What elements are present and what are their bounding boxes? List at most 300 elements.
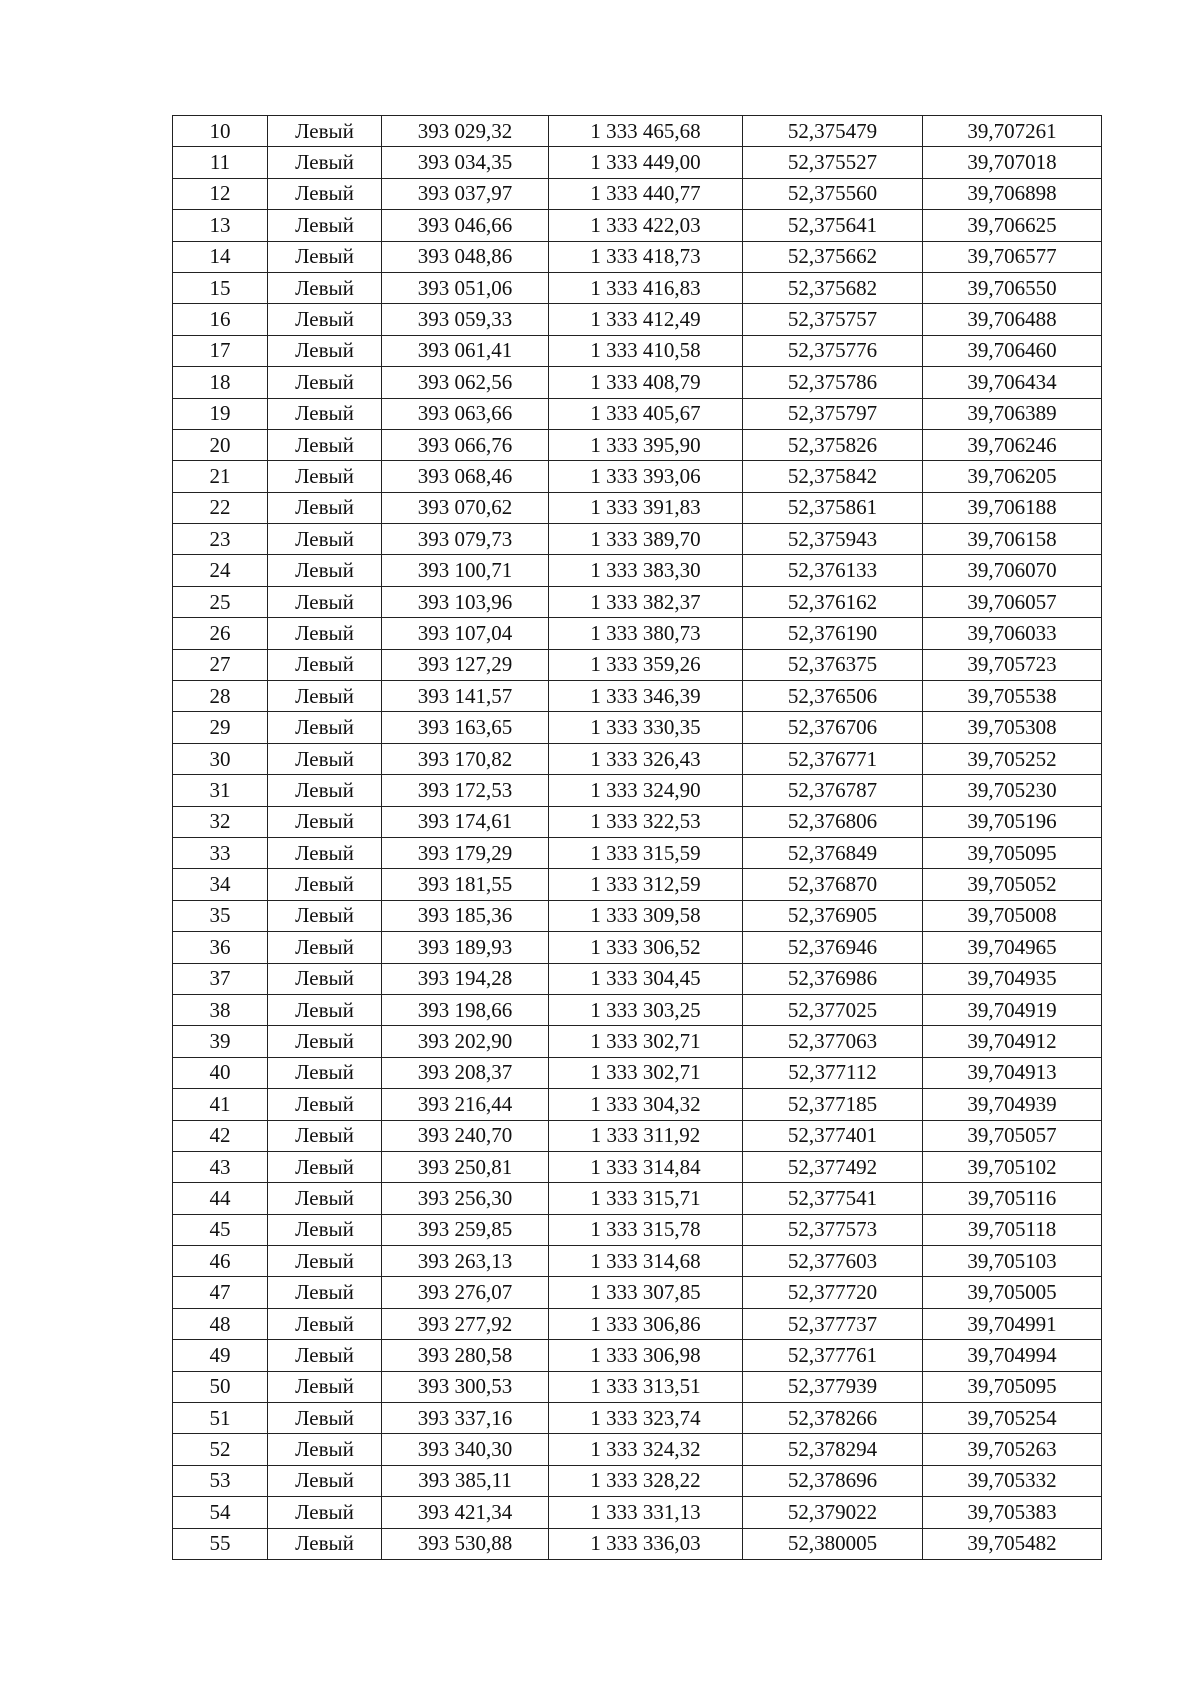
y-coordinate-cell: 1 333 359,26 xyxy=(549,649,743,680)
side-cell: Левый xyxy=(268,1183,382,1214)
side-cell: Левый xyxy=(268,994,382,1025)
longitude-cell: 39,705052 xyxy=(923,869,1102,900)
point-number-cell: 11 xyxy=(173,147,268,178)
x-coordinate-cell: 393 385,11 xyxy=(382,1465,549,1496)
point-number-cell: 40 xyxy=(173,1057,268,1088)
longitude-cell: 39,704994 xyxy=(923,1340,1102,1371)
side-cell: Левый xyxy=(268,461,382,492)
point-number-cell: 14 xyxy=(173,241,268,272)
latitude-cell: 52,376946 xyxy=(743,932,923,963)
point-number-cell: 53 xyxy=(173,1465,268,1496)
longitude-cell: 39,705254 xyxy=(923,1403,1102,1434)
x-coordinate-cell: 393 240,70 xyxy=(382,1120,549,1151)
coordinates-table-body xyxy=(173,116,1102,1560)
table-row xyxy=(173,1183,1102,1214)
longitude-cell: 39,706625 xyxy=(923,210,1102,241)
side-cell: Левый xyxy=(268,555,382,586)
side-cell: Левый xyxy=(268,524,382,555)
longitude-cell: 39,705196 xyxy=(923,806,1102,837)
longitude-cell: 39,704939 xyxy=(923,1089,1102,1120)
side-cell: Левый xyxy=(268,398,382,429)
point-number-cell: 16 xyxy=(173,304,268,335)
y-coordinate-cell: 1 333 410,58 xyxy=(549,335,743,366)
longitude-cell: 39,706188 xyxy=(923,492,1102,523)
x-coordinate-cell: 393 208,37 xyxy=(382,1057,549,1088)
y-coordinate-cell: 1 333 408,79 xyxy=(549,367,743,398)
side-cell: Левый xyxy=(268,367,382,398)
longitude-cell: 39,704935 xyxy=(923,963,1102,994)
x-coordinate-cell: 393 185,36 xyxy=(382,900,549,931)
x-coordinate-cell: 393 066,76 xyxy=(382,429,549,460)
longitude-cell: 39,704912 xyxy=(923,1026,1102,1057)
x-coordinate-cell: 393 202,90 xyxy=(382,1026,549,1057)
table-row xyxy=(173,1340,1102,1371)
y-coordinate-cell: 1 333 315,78 xyxy=(549,1214,743,1245)
side-cell: Левый xyxy=(268,1465,382,1496)
latitude-cell: 52,377939 xyxy=(743,1371,923,1402)
x-coordinate-cell: 393 181,55 xyxy=(382,869,549,900)
longitude-cell: 39,705118 xyxy=(923,1214,1102,1245)
point-number-cell: 28 xyxy=(173,681,268,712)
latitude-cell: 52,376787 xyxy=(743,775,923,806)
longitude-cell: 39,705005 xyxy=(923,1277,1102,1308)
y-coordinate-cell: 1 333 389,70 xyxy=(549,524,743,555)
table-row xyxy=(173,1277,1102,1308)
y-coordinate-cell: 1 333 336,03 xyxy=(549,1528,743,1559)
latitude-cell: 52,375662 xyxy=(743,241,923,272)
y-coordinate-cell: 1 333 393,06 xyxy=(549,461,743,492)
point-number-cell: 29 xyxy=(173,712,268,743)
x-coordinate-cell: 393 048,86 xyxy=(382,241,549,272)
y-coordinate-cell: 1 333 302,71 xyxy=(549,1026,743,1057)
table-row xyxy=(173,461,1102,492)
side-cell: Левый xyxy=(268,900,382,931)
x-coordinate-cell: 393 103,96 xyxy=(382,586,549,617)
point-number-cell: 25 xyxy=(173,586,268,617)
x-coordinate-cell: 393 034,35 xyxy=(382,147,549,178)
latitude-cell: 52,375757 xyxy=(743,304,923,335)
latitude-cell: 52,376162 xyxy=(743,586,923,617)
table-row xyxy=(173,1246,1102,1277)
x-coordinate-cell: 393 059,33 xyxy=(382,304,549,335)
side-cell: Левый xyxy=(268,837,382,868)
table-row xyxy=(173,429,1102,460)
longitude-cell: 39,706550 xyxy=(923,272,1102,303)
longitude-cell: 39,705116 xyxy=(923,1183,1102,1214)
longitude-cell: 39,705057 xyxy=(923,1120,1102,1151)
table-row xyxy=(173,681,1102,712)
longitude-cell: 39,705008 xyxy=(923,900,1102,931)
table-row xyxy=(173,837,1102,868)
longitude-cell: 39,707261 xyxy=(923,116,1102,147)
table-row xyxy=(173,555,1102,586)
latitude-cell: 52,378294 xyxy=(743,1434,923,1465)
x-coordinate-cell: 393 174,61 xyxy=(382,806,549,837)
latitude-cell: 52,375479 xyxy=(743,116,923,147)
latitude-cell: 52,376375 xyxy=(743,649,923,680)
latitude-cell: 52,375861 xyxy=(743,492,923,523)
table-row xyxy=(173,272,1102,303)
latitude-cell: 52,380005 xyxy=(743,1528,923,1559)
x-coordinate-cell: 393 127,29 xyxy=(382,649,549,680)
y-coordinate-cell: 1 333 306,86 xyxy=(549,1308,743,1339)
table-row xyxy=(173,178,1102,209)
x-coordinate-cell: 393 250,81 xyxy=(382,1151,549,1182)
table-row xyxy=(173,1465,1102,1496)
table-row xyxy=(173,398,1102,429)
y-coordinate-cell: 1 333 306,52 xyxy=(549,932,743,963)
y-coordinate-cell: 1 333 324,90 xyxy=(549,775,743,806)
side-cell: Левый xyxy=(268,1340,382,1371)
x-coordinate-cell: 393 194,28 xyxy=(382,963,549,994)
longitude-cell: 39,705383 xyxy=(923,1497,1102,1528)
point-number-cell: 13 xyxy=(173,210,268,241)
table-row xyxy=(173,649,1102,680)
side-cell: Левый xyxy=(268,1120,382,1151)
y-coordinate-cell: 1 333 330,35 xyxy=(549,712,743,743)
y-coordinate-cell: 1 333 307,85 xyxy=(549,1277,743,1308)
latitude-cell: 52,376706 xyxy=(743,712,923,743)
table-row xyxy=(173,932,1102,963)
side-cell: Левый xyxy=(268,586,382,617)
x-coordinate-cell: 393 107,04 xyxy=(382,618,549,649)
x-coordinate-cell: 393 421,34 xyxy=(382,1497,549,1528)
point-number-cell: 21 xyxy=(173,461,268,492)
y-coordinate-cell: 1 333 314,84 xyxy=(549,1151,743,1182)
point-number-cell: 32 xyxy=(173,806,268,837)
longitude-cell: 39,704919 xyxy=(923,994,1102,1025)
side-cell: Левый xyxy=(268,618,382,649)
x-coordinate-cell: 393 046,66 xyxy=(382,210,549,241)
table-row xyxy=(173,367,1102,398)
side-cell: Левый xyxy=(268,775,382,806)
table-row xyxy=(173,1214,1102,1245)
table-row xyxy=(173,147,1102,178)
latitude-cell: 52,375842 xyxy=(743,461,923,492)
point-number-cell: 34 xyxy=(173,869,268,900)
point-number-cell: 45 xyxy=(173,1214,268,1245)
y-coordinate-cell: 1 333 303,25 xyxy=(549,994,743,1025)
y-coordinate-cell: 1 333 440,77 xyxy=(549,178,743,209)
side-cell: Левый xyxy=(268,272,382,303)
latitude-cell: 52,377063 xyxy=(743,1026,923,1057)
latitude-cell: 52,376506 xyxy=(743,681,923,712)
x-coordinate-cell: 393 256,30 xyxy=(382,1183,549,1214)
table-row xyxy=(173,775,1102,806)
table-row xyxy=(173,116,1102,147)
x-coordinate-cell: 393 061,41 xyxy=(382,335,549,366)
side-cell: Левый xyxy=(268,147,382,178)
side-cell: Левый xyxy=(268,1308,382,1339)
latitude-cell: 52,377603 xyxy=(743,1246,923,1277)
x-coordinate-cell: 393 300,53 xyxy=(382,1371,549,1402)
point-number-cell: 39 xyxy=(173,1026,268,1057)
latitude-cell: 52,377401 xyxy=(743,1120,923,1151)
y-coordinate-cell: 1 333 465,68 xyxy=(549,116,743,147)
longitude-cell: 39,704913 xyxy=(923,1057,1102,1088)
latitude-cell: 52,378266 xyxy=(743,1403,923,1434)
latitude-cell: 52,375786 xyxy=(743,367,923,398)
side-cell: Левый xyxy=(268,1057,382,1088)
x-coordinate-cell: 393 029,32 xyxy=(382,116,549,147)
point-number-cell: 36 xyxy=(173,932,268,963)
longitude-cell: 39,706057 xyxy=(923,586,1102,617)
point-number-cell: 17 xyxy=(173,335,268,366)
y-coordinate-cell: 1 333 326,43 xyxy=(549,743,743,774)
table-row xyxy=(173,1089,1102,1120)
side-cell: Левый xyxy=(268,869,382,900)
side-cell: Левый xyxy=(268,932,382,963)
longitude-cell: 39,705332 xyxy=(923,1465,1102,1496)
table-row xyxy=(173,806,1102,837)
x-coordinate-cell: 393 340,30 xyxy=(382,1434,549,1465)
point-number-cell: 20 xyxy=(173,429,268,460)
x-coordinate-cell: 393 170,82 xyxy=(382,743,549,774)
x-coordinate-cell: 393 051,06 xyxy=(382,272,549,303)
latitude-cell: 52,376849 xyxy=(743,837,923,868)
point-number-cell: 19 xyxy=(173,398,268,429)
y-coordinate-cell: 1 333 314,68 xyxy=(549,1246,743,1277)
point-number-cell: 50 xyxy=(173,1371,268,1402)
y-coordinate-cell: 1 333 304,45 xyxy=(549,963,743,994)
side-cell: Левый xyxy=(268,1246,382,1277)
table-row xyxy=(173,963,1102,994)
point-number-cell: 54 xyxy=(173,1497,268,1528)
table-row xyxy=(173,210,1102,241)
side-cell: Левый xyxy=(268,1371,382,1402)
y-coordinate-cell: 1 333 416,83 xyxy=(549,272,743,303)
latitude-cell: 52,375560 xyxy=(743,178,923,209)
longitude-cell: 39,705308 xyxy=(923,712,1102,743)
point-number-cell: 35 xyxy=(173,900,268,931)
x-coordinate-cell: 393 100,71 xyxy=(382,555,549,586)
y-coordinate-cell: 1 333 412,49 xyxy=(549,304,743,335)
x-coordinate-cell: 393 263,13 xyxy=(382,1246,549,1277)
longitude-cell: 39,705095 xyxy=(923,1371,1102,1402)
y-coordinate-cell: 1 333 405,67 xyxy=(549,398,743,429)
y-coordinate-cell: 1 333 315,71 xyxy=(549,1183,743,1214)
x-coordinate-cell: 393 280,58 xyxy=(382,1340,549,1371)
x-coordinate-cell: 393 062,56 xyxy=(382,367,549,398)
point-number-cell: 15 xyxy=(173,272,268,303)
point-number-cell: 38 xyxy=(173,994,268,1025)
y-coordinate-cell: 1 333 418,73 xyxy=(549,241,743,272)
x-coordinate-cell: 393 337,16 xyxy=(382,1403,549,1434)
table-row xyxy=(173,524,1102,555)
x-coordinate-cell: 393 189,93 xyxy=(382,932,549,963)
table-row xyxy=(173,1434,1102,1465)
point-number-cell: 42 xyxy=(173,1120,268,1151)
latitude-cell: 52,377720 xyxy=(743,1277,923,1308)
longitude-cell: 39,705252 xyxy=(923,743,1102,774)
y-coordinate-cell: 1 333 311,92 xyxy=(549,1120,743,1151)
side-cell: Левый xyxy=(268,806,382,837)
x-coordinate-cell: 393 172,53 xyxy=(382,775,549,806)
table-row xyxy=(173,335,1102,366)
y-coordinate-cell: 1 333 422,03 xyxy=(549,210,743,241)
y-coordinate-cell: 1 333 309,58 xyxy=(549,900,743,931)
point-number-cell: 55 xyxy=(173,1528,268,1559)
table-row xyxy=(173,1371,1102,1402)
latitude-cell: 52,375797 xyxy=(743,398,923,429)
y-coordinate-cell: 1 333 313,51 xyxy=(549,1371,743,1402)
longitude-cell: 39,705230 xyxy=(923,775,1102,806)
side-cell: Левый xyxy=(268,116,382,147)
longitude-cell: 39,705482 xyxy=(923,1528,1102,1559)
latitude-cell: 52,376133 xyxy=(743,555,923,586)
point-number-cell: 48 xyxy=(173,1308,268,1339)
latitude-cell: 52,377573 xyxy=(743,1214,923,1245)
latitude-cell: 52,378696 xyxy=(743,1465,923,1496)
x-coordinate-cell: 393 037,97 xyxy=(382,178,549,209)
point-number-cell: 52 xyxy=(173,1434,268,1465)
side-cell: Левый xyxy=(268,241,382,272)
longitude-cell: 39,705723 xyxy=(923,649,1102,680)
point-number-cell: 30 xyxy=(173,743,268,774)
side-cell: Левый xyxy=(268,1089,382,1120)
point-number-cell: 24 xyxy=(173,555,268,586)
longitude-cell: 39,705102 xyxy=(923,1151,1102,1182)
point-number-cell: 43 xyxy=(173,1151,268,1182)
latitude-cell: 52,376870 xyxy=(743,869,923,900)
longitude-cell: 39,705263 xyxy=(923,1434,1102,1465)
side-cell: Левый xyxy=(268,1026,382,1057)
table-row xyxy=(173,1528,1102,1559)
table-row xyxy=(173,1120,1102,1151)
latitude-cell: 52,375776 xyxy=(743,335,923,366)
side-cell: Левый xyxy=(268,1434,382,1465)
point-number-cell: 41 xyxy=(173,1089,268,1120)
latitude-cell: 52,377492 xyxy=(743,1151,923,1182)
x-coordinate-cell: 393 277,92 xyxy=(382,1308,549,1339)
side-cell: Левый xyxy=(268,178,382,209)
table-row xyxy=(173,1497,1102,1528)
point-number-cell: 31 xyxy=(173,775,268,806)
table-row xyxy=(173,586,1102,617)
x-coordinate-cell: 393 259,85 xyxy=(382,1214,549,1245)
longitude-cell: 39,706577 xyxy=(923,241,1102,272)
x-coordinate-cell: 393 063,66 xyxy=(382,398,549,429)
table-row xyxy=(173,618,1102,649)
latitude-cell: 52,377185 xyxy=(743,1089,923,1120)
latitude-cell: 52,377112 xyxy=(743,1057,923,1088)
longitude-cell: 39,705103 xyxy=(923,1246,1102,1277)
latitude-cell: 52,375527 xyxy=(743,147,923,178)
point-number-cell: 47 xyxy=(173,1277,268,1308)
point-number-cell: 46 xyxy=(173,1246,268,1277)
y-coordinate-cell: 1 333 380,73 xyxy=(549,618,743,649)
longitude-cell: 39,706460 xyxy=(923,335,1102,366)
y-coordinate-cell: 1 333 382,37 xyxy=(549,586,743,617)
side-cell: Левый xyxy=(268,210,382,241)
side-cell: Левый xyxy=(268,1151,382,1182)
side-cell: Левый xyxy=(268,681,382,712)
y-coordinate-cell: 1 333 302,71 xyxy=(549,1057,743,1088)
x-coordinate-cell: 393 276,07 xyxy=(382,1277,549,1308)
y-coordinate-cell: 1 333 322,53 xyxy=(549,806,743,837)
longitude-cell: 39,706158 xyxy=(923,524,1102,555)
y-coordinate-cell: 1 333 395,90 xyxy=(549,429,743,460)
longitude-cell: 39,706246 xyxy=(923,429,1102,460)
table-row xyxy=(173,1151,1102,1182)
latitude-cell: 52,375641 xyxy=(743,210,923,241)
x-coordinate-cell: 393 216,44 xyxy=(382,1089,549,1120)
latitude-cell: 52,376190 xyxy=(743,618,923,649)
side-cell: Левый xyxy=(268,1214,382,1245)
point-number-cell: 12 xyxy=(173,178,268,209)
latitude-cell: 52,375943 xyxy=(743,524,923,555)
x-coordinate-cell: 393 141,57 xyxy=(382,681,549,712)
y-coordinate-cell: 1 333 331,13 xyxy=(549,1497,743,1528)
longitude-cell: 39,705538 xyxy=(923,681,1102,712)
table-row xyxy=(173,994,1102,1025)
table-row xyxy=(173,869,1102,900)
y-coordinate-cell: 1 333 328,22 xyxy=(549,1465,743,1496)
y-coordinate-cell: 1 333 304,32 xyxy=(549,1089,743,1120)
latitude-cell: 52,379022 xyxy=(743,1497,923,1528)
side-cell: Левый xyxy=(268,1277,382,1308)
point-number-cell: 51 xyxy=(173,1403,268,1434)
point-number-cell: 26 xyxy=(173,618,268,649)
side-cell: Левый xyxy=(268,1497,382,1528)
table-row xyxy=(173,1308,1102,1339)
point-number-cell: 27 xyxy=(173,649,268,680)
y-coordinate-cell: 1 333 346,39 xyxy=(549,681,743,712)
latitude-cell: 52,375682 xyxy=(743,272,923,303)
longitude-cell: 39,704991 xyxy=(923,1308,1102,1339)
latitude-cell: 52,377761 xyxy=(743,1340,923,1371)
x-coordinate-cell: 393 163,65 xyxy=(382,712,549,743)
side-cell: Левый xyxy=(268,743,382,774)
point-number-cell: 23 xyxy=(173,524,268,555)
y-coordinate-cell: 1 333 315,59 xyxy=(549,837,743,868)
table-row xyxy=(173,304,1102,335)
y-coordinate-cell: 1 333 306,98 xyxy=(549,1340,743,1371)
x-coordinate-cell: 393 070,62 xyxy=(382,492,549,523)
table-row xyxy=(173,900,1102,931)
point-number-cell: 33 xyxy=(173,837,268,868)
table-row xyxy=(173,1026,1102,1057)
point-number-cell: 10 xyxy=(173,116,268,147)
point-number-cell: 44 xyxy=(173,1183,268,1214)
x-coordinate-cell: 393 198,66 xyxy=(382,994,549,1025)
latitude-cell: 52,377737 xyxy=(743,1308,923,1339)
y-coordinate-cell: 1 333 323,74 xyxy=(549,1403,743,1434)
latitude-cell: 52,376806 xyxy=(743,806,923,837)
table-row xyxy=(173,1403,1102,1434)
point-number-cell: 22 xyxy=(173,492,268,523)
longitude-cell: 39,704965 xyxy=(923,932,1102,963)
x-coordinate-cell: 393 179,29 xyxy=(382,837,549,868)
y-coordinate-cell: 1 333 449,00 xyxy=(549,147,743,178)
side-cell: Левый xyxy=(268,1403,382,1434)
table-row xyxy=(173,492,1102,523)
side-cell: Левый xyxy=(268,712,382,743)
latitude-cell: 52,376771 xyxy=(743,743,923,774)
table-row xyxy=(173,743,1102,774)
table-row xyxy=(173,1057,1102,1088)
table-row xyxy=(173,241,1102,272)
x-coordinate-cell: 393 530,88 xyxy=(382,1528,549,1559)
latitude-cell: 52,377541 xyxy=(743,1183,923,1214)
latitude-cell: 52,377025 xyxy=(743,994,923,1025)
side-cell: Левый xyxy=(268,649,382,680)
longitude-cell: 39,707018 xyxy=(923,147,1102,178)
side-cell: Левый xyxy=(268,492,382,523)
latitude-cell: 52,376986 xyxy=(743,963,923,994)
latitude-cell: 52,375826 xyxy=(743,429,923,460)
x-coordinate-cell: 393 079,73 xyxy=(382,524,549,555)
